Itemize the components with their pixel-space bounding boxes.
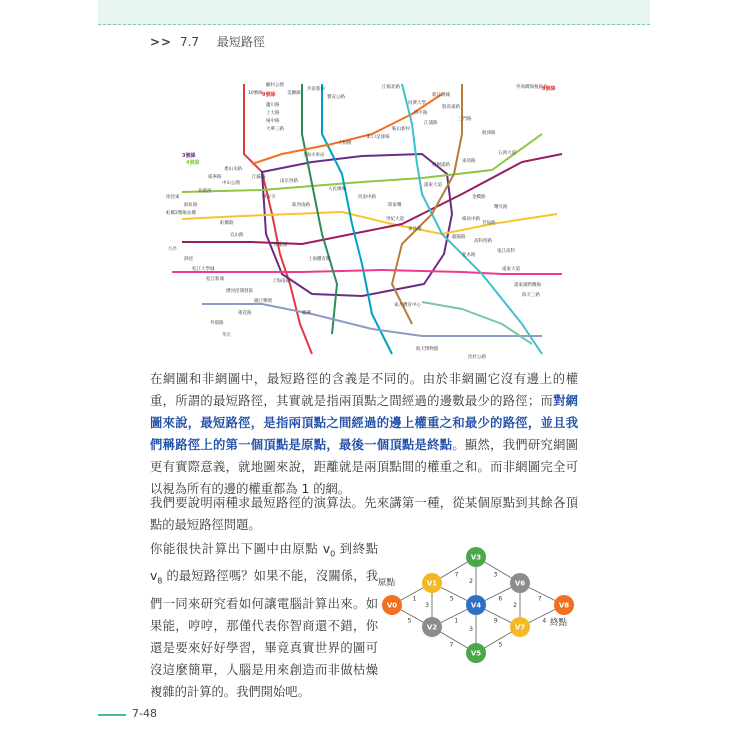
map-label: 高科西路 [474,239,492,244]
p3-text-a: 你能很快計算出下圖中由原點 v [150,542,331,556]
map-label: 泗涇 [184,257,193,262]
map-label: 河南中路 [358,195,376,200]
map-label: 張江高科 [497,249,515,254]
graph-node-v0 [382,595,402,615]
map-label: 人民廣場 [328,187,346,192]
map-label: 徐涇東 [166,195,180,200]
map-label: 虹橋2號航站樓 [166,211,196,216]
graph-node-label: V8 [558,601,570,610]
graph-node-label: V1 [426,579,438,588]
graph-edge-weight: 7 [449,641,454,649]
graph-edge-weight: 2 [513,602,517,609]
graph-node-label: V4 [470,601,482,610]
map-label: 上海南站 [272,279,290,284]
footer-rule [98,714,126,716]
map-label: 金橋路 [472,195,486,200]
top-decoration-band [98,0,650,25]
map-label: 外環路 [210,321,224,326]
graph-node-label: V7 [514,623,526,632]
graph-edge-weight: 4 [542,617,547,625]
graph-edge-weight: 5 [498,641,503,649]
map-label: 殷高東路 [442,105,460,110]
map-label: 娄山关路 [224,167,242,172]
map-label: 龍陽路 [452,235,466,240]
map-label: 曙光路 [494,205,508,210]
map-label: 東昌路 [408,227,422,232]
graph-node-v3 [466,547,486,567]
metro-line-ring [262,154,452,296]
map-line-label: 3號線 [182,153,196,159]
map-label: 徐家匯 [274,243,288,248]
map-label: 海天三路 [522,293,540,298]
map-label: 航津路 [482,131,496,136]
map-label: 世紀大道 [386,217,404,222]
map-label: 10號線 [248,91,263,96]
graph-node-v2 [422,617,442,637]
p3-text-b: 到終點 v [150,542,378,584]
header-arrows: >> [150,35,173,49]
metro-map [162,74,570,366]
map-label: 虹橋路 [220,221,234,226]
graph-edge-weight: 7 [454,571,459,579]
map-label: 宜山路 [230,233,244,238]
map-label: 沈杜公路 [468,355,486,360]
graph-edge-weight: 3 [425,602,429,609]
map-label: 江楊北路 [382,85,400,90]
map-label: 松江新城 [206,277,224,282]
graph-edge-weight: 5 [407,617,412,625]
graph-edge-weight: 1 [454,617,459,625]
map-label: 靜安寺 [262,195,276,200]
graph-node-v6 [510,573,530,593]
section-number: 7.7 [179,35,200,49]
paragraph-1-text-b: 。顯然，我們研究網圖更有實際意義，就地圖來說，距離就是兩頂點間的權重之和。而非網圖完全可以視為所有的邊的權重都為 1 的網。 [150,438,578,496]
map-label: 江蘇路 [252,175,266,180]
map-label: 航天博物館 [416,347,439,352]
map-label: 上海體育館 [308,257,331,262]
map-label: 場中路 [266,119,280,124]
map-label: 上大路 [266,111,280,116]
paragraph-2: 我們要說明兩種求最短路徑的演算法。先來講第一種，從某個原點到其餘各頂點的最短路徑問題。 [150,496,578,532]
map-label: 遠東大道 [502,267,520,272]
map-line-label: 9號線 [262,92,276,98]
map-label: 新江灣城 [432,93,450,98]
metro-line-darkgreen [302,84,337,334]
target-label: 終點 [550,618,568,628]
graph-node-v1 [422,573,442,593]
graph-node-label: V3 [470,553,482,562]
map-label: 中山公園 [222,181,240,186]
map-label: 松江大學城 [192,267,215,272]
graph-edge-weight: 2 [469,578,473,585]
map-label: 陸家嘴 [388,203,402,208]
map-label: 北新涇 [198,189,212,194]
weighted-graph [374,545,579,675]
map-label: 上海火車站 [302,153,325,158]
graph-edge-weight: 1 [412,595,417,603]
map-label: 虹口足球場 [367,135,390,140]
map-label: 江浦路 [424,121,438,126]
map-label: 九亭 [168,247,177,252]
graph-edge-weight: 9 [493,617,498,625]
map-label: 錦江樂園 [254,299,272,304]
map-label: 浦東國際機場 [514,283,541,288]
section-header [150,33,265,50]
metro-line-blue [322,84,392,354]
map-label: 莘庄 [222,333,231,338]
map-label: 外高橋保稅區北 [516,85,548,90]
map-label: 同濟大學 [408,101,426,106]
map-label: 楊樹浦路 [432,163,450,168]
graph-edge-weight: 3 [469,626,473,633]
graph-node-v8 [554,595,574,615]
graph-node-label: V5 [470,649,482,658]
graph-edge-weight: 3 [493,571,498,579]
paragraph-1-highlight: 對網圖來說，最短路徑，是指兩頂點之間經過的邊上權重之和最少的路徑，並且我們稱路徑上的第一個頂點是原點，最後一個頂點是終點 [150,394,578,452]
p3-text-c: 的最短路徑嗎？如果不能，沒關係，我們一同來研究看如何讓電腦計算出來。如果能，哼哼，那僅代表你智商還不錯，你還是要來好好學習，畢竟真實世界的圖可沒這麼簡單，人腦是用來創造而非做枯燥複雜的計算的。我們開始吧。 [150,569,378,699]
map-label: 顧村公園 [266,83,284,88]
map-line-label: 8號線 [542,86,556,92]
paragraph-1-text-a: 在網圖和非網圖中，最短路徑的含義是不同的。由於非網圖它沒有邊上的權重，所謂的最短路徑，其實就是指兩頂點之間經過的邊數最少的路徑；而 [150,372,578,408]
map-label: 大華三路 [266,127,284,132]
map-label: 陝西南路 [292,203,310,208]
map-label: 東靖路 [462,159,476,164]
map-label: 浦東大道 [424,183,442,188]
map-label: 寶安公路 [327,95,345,100]
map-label: 龍華 [302,311,311,316]
graph-node-label: V0 [386,601,398,610]
graph-node-v4 [466,595,486,615]
map-label: 美蘭湖 [287,91,301,96]
map-label: 大柏樹 [338,141,352,146]
p3-sub-8: 8 [157,576,163,586]
page-number: 7-48 [132,707,157,720]
graph-edge-weight: 6 [498,595,503,603]
graph-edge-weight: 7 [537,595,542,603]
graph-node-label: V6 [514,579,526,588]
source-label: 原點 [378,578,396,588]
map-label: 花木路 [462,253,476,258]
graph-node-v5 [466,643,486,663]
paragraph-3 [150,538,378,703]
graph-node-v7 [510,617,530,637]
map-label: 四平路 [414,111,428,116]
map-label: 鞍山新村 [392,127,410,132]
map-label: 共富新村 [307,87,325,92]
map-line-label: 4號線 [186,160,200,166]
map-label: 楊高中路 [462,217,480,222]
map-label: 威寧路 [208,175,222,180]
map-label: 五洲大道 [498,151,516,156]
p3-sub-0: 0 [330,549,336,559]
map-label: 芳甸路 [482,221,496,226]
map-label: 三門路 [458,117,472,122]
map-label: 漕河涇開發區 [226,289,253,294]
map-label: 蘊川路 [266,103,280,108]
map-label: 蓮花路 [238,311,252,316]
graph-node-label: V2 [426,623,438,632]
map-label: 東方體育中心 [394,303,421,308]
paragraph-1 [150,368,578,500]
section-title: 最短路徑 [216,35,265,49]
metro-line-aqua [422,302,532,344]
map-label: 南京西路 [280,179,298,184]
map-label: 淞虹路 [184,203,198,208]
graph-edge-weight: 5 [449,595,454,603]
